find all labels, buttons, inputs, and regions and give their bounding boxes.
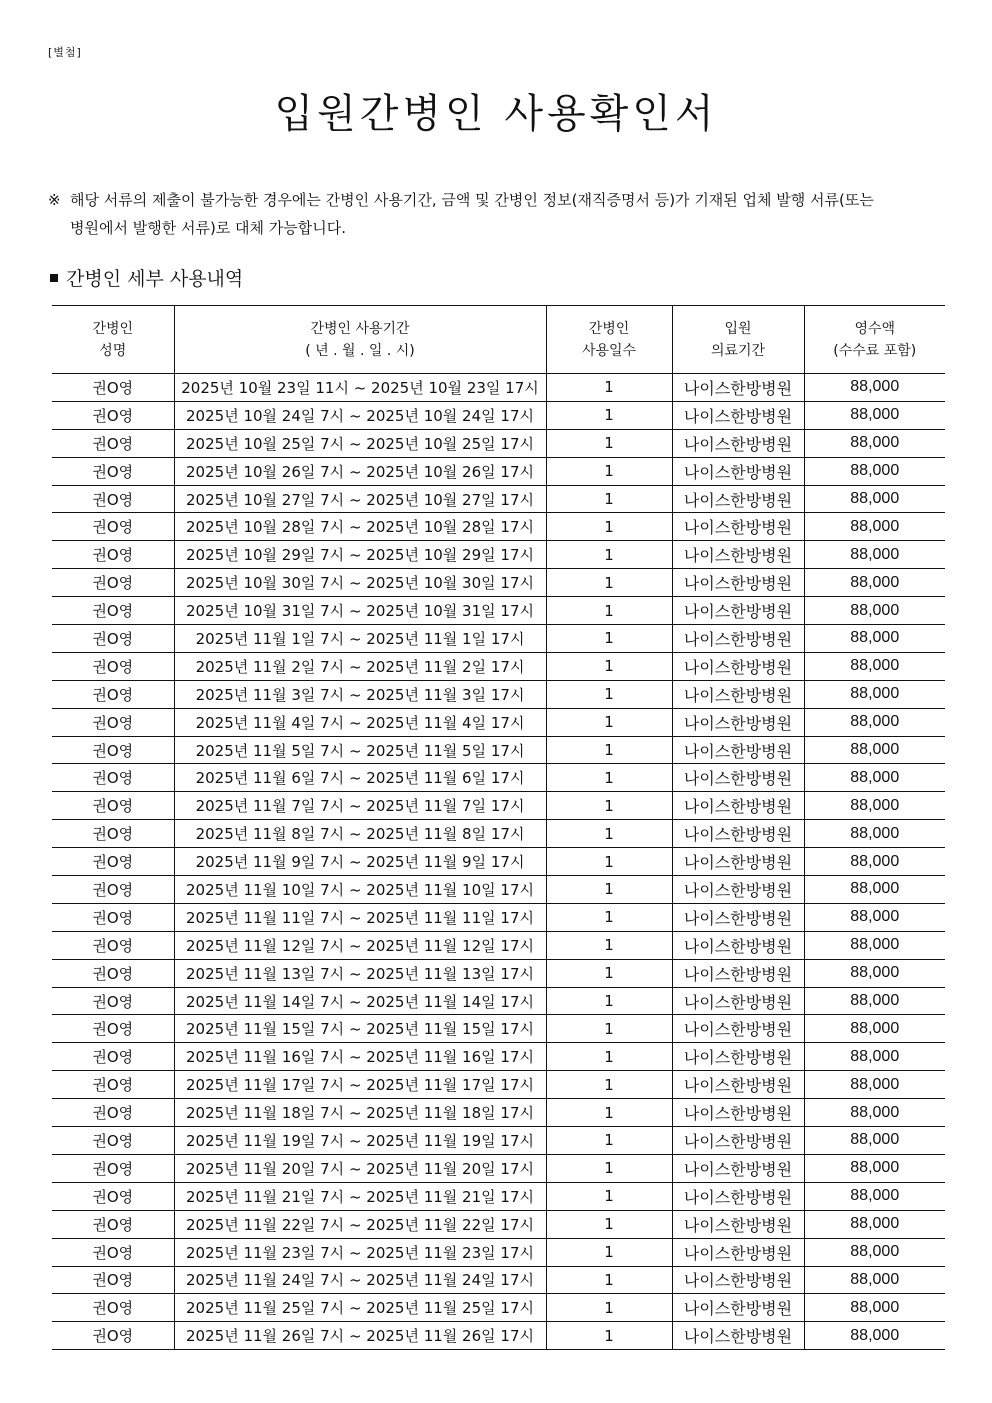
cell-caregiver-name: 권O영 [52,513,174,541]
cell-hospital: 나이스한방병원 [672,1015,804,1043]
cell-caregiver-name: 권O영 [52,1043,174,1071]
cell-usage-period: 2025년 11월 12일 7시 ~ 2025년 11월 12일 17시 [174,931,546,959]
cell-usage-period: 2025년 11월 2일 7시 ~ 2025년 11월 2일 17시 [174,652,546,680]
cell-usage-days: 1 [546,1266,672,1294]
table-header-row [52,306,945,374]
cell-usage-period: 2025년 11월 8일 7시 ~ 2025년 11월 8일 17시 [174,820,546,848]
cell-caregiver-name: 권O영 [52,876,174,904]
table-row [52,680,945,708]
table-row [52,1322,945,1350]
cell-hospital: 나이스한방병원 [672,708,804,736]
table-row [52,792,945,820]
cell-amount: 88,000 [804,708,945,736]
cell-usage-days: 1 [546,680,672,708]
cell-usage-days: 1 [546,1043,672,1071]
table-row [52,1238,945,1266]
cell-caregiver-name: 권O영 [52,374,174,402]
table-row [52,1210,945,1238]
cell-amount: 88,000 [804,1154,945,1182]
cell-hospital: 나이스한방병원 [672,1127,804,1155]
cell-amount: 88,000 [804,1043,945,1071]
cell-usage-days: 1 [546,1127,672,1155]
cell-caregiver-name: 권O영 [52,485,174,513]
cell-usage-period: 2025년 11월 4일 7시 ~ 2025년 11월 4일 17시 [174,708,546,736]
reference-mark: ※ [48,191,61,209]
header-hospital: 입원 의료기간 [672,306,804,374]
cell-amount: 88,000 [804,736,945,764]
attachment-label: [별첨] [48,46,82,59]
cell-hospital: 나이스한방병원 [672,876,804,904]
cell-usage-period: 2025년 11월 17일 7시 ~ 2025년 11월 17일 17시 [174,1071,546,1099]
cell-caregiver-name: 권O영 [52,792,174,820]
table-row [52,1154,945,1182]
table-row [52,903,945,931]
cell-usage-period: 2025년 10월 25일 7시 ~ 2025년 10월 25일 17시 [174,429,546,457]
cell-usage-days: 1 [546,959,672,987]
cell-amount: 88,000 [804,652,945,680]
cell-usage-days: 1 [546,374,672,402]
cell-usage-period: 2025년 11월 21일 7시 ~ 2025년 11월 21일 17시 [174,1182,546,1210]
cell-usage-days: 1 [546,1154,672,1182]
cell-amount: 88,000 [804,1266,945,1294]
cell-caregiver-name: 권O영 [52,1182,174,1210]
cell-usage-period: 2025년 11월 1일 7시 ~ 2025년 11월 1일 17시 [174,625,546,653]
cell-hospital: 나이스한방병원 [672,959,804,987]
cell-usage-days: 1 [546,597,672,625]
cell-caregiver-name: 권O영 [52,1015,174,1043]
cell-hospital: 나이스한방병원 [672,680,804,708]
cell-caregiver-name: 권O영 [52,1238,174,1266]
cell-usage-days: 1 [546,792,672,820]
cell-usage-days: 1 [546,569,672,597]
cell-usage-days: 1 [546,1294,672,1322]
cell-usage-days: 1 [546,1238,672,1266]
cell-usage-period: 2025년 11월 24일 7시 ~ 2025년 11월 24일 17시 [174,1266,546,1294]
cell-hospital: 나이스한방병원 [672,1238,804,1266]
cell-usage-period: 2025년 11월 15일 7시 ~ 2025년 11월 15일 17시 [174,1015,546,1043]
table-row [52,597,945,625]
cell-amount: 88,000 [804,429,945,457]
cell-usage-days: 1 [546,457,672,485]
cell-usage-days: 1 [546,736,672,764]
cell-usage-days: 1 [546,848,672,876]
cell-hospital: 나이스한방병원 [672,792,804,820]
notice-text-1: 해당 서류의 제출이 불가능한 경우에는 간병인 사용기간, 금액 및 간병인 정보(재직증명서 등)가 기재된 업체 발행 서류(또는 [70,191,874,209]
cell-hospital: 나이스한방병원 [672,1154,804,1182]
section-title: 간병인 세부 사용내역 [66,268,244,290]
cell-caregiver-name: 권O영 [52,569,174,597]
cell-caregiver-name: 권O영 [52,1154,174,1182]
notice-text-2: 병원에서 발행한 서류)로 대체 가능합니다. [70,219,347,237]
cell-usage-period: 2025년 10월 29일 7시 ~ 2025년 10월 29일 17시 [174,541,546,569]
table-row [52,931,945,959]
cell-usage-period: 2025년 11월 25일 7시 ~ 2025년 11월 25일 17시 [174,1294,546,1322]
cell-amount: 88,000 [804,876,945,904]
cell-usage-days: 1 [546,903,672,931]
cell-hospital: 나이스한방병원 [672,513,804,541]
table-row [52,959,945,987]
cell-usage-days: 1 [546,987,672,1015]
cell-usage-days: 1 [546,1071,672,1099]
table-row [52,401,945,429]
cell-usage-period: 2025년 11월 14일 7시 ~ 2025년 11월 14일 17시 [174,987,546,1015]
cell-hospital: 나이스한방병원 [672,597,804,625]
cell-usage-period: 2025년 10월 31일 7시 ~ 2025년 10월 31일 17시 [174,597,546,625]
cell-amount: 88,000 [804,1238,945,1266]
cell-amount: 88,000 [804,374,945,402]
table-row [52,652,945,680]
cell-hospital: 나이스한방병원 [672,569,804,597]
table-row [52,457,945,485]
cell-amount: 88,000 [804,485,945,513]
cell-caregiver-name: 권O영 [52,1099,174,1127]
cell-hospital: 나이스한방병원 [672,1182,804,1210]
table-row [52,485,945,513]
table-row [52,513,945,541]
cell-usage-days: 1 [546,485,672,513]
table-row [52,569,945,597]
cell-amount: 88,000 [804,457,945,485]
table-row [52,625,945,653]
cell-amount: 88,000 [804,1015,945,1043]
cell-hospital: 나이스한방병원 [672,1210,804,1238]
cell-amount: 88,000 [804,987,945,1015]
cell-hospital: 나이스한방병원 [672,541,804,569]
cell-caregiver-name: 권O영 [52,820,174,848]
cell-hospital: 나이스한방병원 [672,457,804,485]
cell-caregiver-name: 권O영 [52,652,174,680]
cell-usage-period: 2025년 11월 22일 7시 ~ 2025년 11월 22일 17시 [174,1210,546,1238]
table-row [52,1015,945,1043]
cell-amount: 88,000 [804,1294,945,1322]
cell-usage-days: 1 [546,513,672,541]
cell-usage-period: 2025년 10월 30일 7시 ~ 2025년 10월 30일 17시 [174,569,546,597]
cell-amount: 88,000 [804,513,945,541]
header-amount: 영수액 (수수료 포함) [804,306,945,374]
cell-usage-period: 2025년 10월 23일 11시 ~ 2025년 10월 23일 17시 [174,374,546,402]
usage-table [52,305,945,1350]
cell-hospital: 나이스한방병원 [672,625,804,653]
cell-amount: 88,000 [804,792,945,820]
cell-usage-period: 2025년 10월 28일 7시 ~ 2025년 10월 28일 17시 [174,513,546,541]
cell-amount: 88,000 [804,820,945,848]
cell-usage-period: 2025년 11월 13일 7시 ~ 2025년 11월 13일 17시 [174,959,546,987]
cell-hospital: 나이스한방병원 [672,1266,804,1294]
cell-amount: 88,000 [804,541,945,569]
cell-caregiver-name: 권O영 [52,1071,174,1099]
document-title: 입원간병인 사용확인서 [274,91,718,137]
cell-usage-days: 1 [546,708,672,736]
cell-usage-period: 2025년 11월 16일 7시 ~ 2025년 11월 16일 17시 [174,1043,546,1071]
header-period: 간병인 사용기간 ( 년 . 월 . 일 . 시) [174,306,546,374]
table-row [52,1043,945,1071]
cell-caregiver-name: 권O영 [52,1266,174,1294]
cell-caregiver-name: 권O영 [52,597,174,625]
cell-usage-period: 2025년 11월 18일 7시 ~ 2025년 11월 18일 17시 [174,1099,546,1127]
table-row [52,764,945,792]
cell-usage-days: 1 [546,1015,672,1043]
cell-caregiver-name: 권O영 [52,401,174,429]
cell-usage-period: 2025년 11월 20일 7시 ~ 2025년 11월 20일 17시 [174,1154,546,1182]
cell-hospital: 나이스한방병원 [672,1294,804,1322]
notice-line-1 [48,186,948,214]
table-row [52,876,945,904]
cell-usage-days: 1 [546,931,672,959]
table-row [52,1182,945,1210]
cell-usage-days: 1 [546,652,672,680]
cell-usage-days: 1 [546,1322,672,1350]
cell-usage-period: 2025년 10월 27일 7시 ~ 2025년 10월 27일 17시 [174,485,546,513]
cell-hospital: 나이스한방병원 [672,485,804,513]
cell-caregiver-name: 권O영 [52,848,174,876]
table-row [52,708,945,736]
cell-usage-days: 1 [546,876,672,904]
table-row [52,820,945,848]
table-row [52,374,945,402]
table-row [52,1071,945,1099]
cell-amount: 88,000 [804,1127,945,1155]
cell-caregiver-name: 권O영 [52,1127,174,1155]
cell-usage-period: 2025년 11월 3일 7시 ~ 2025년 11월 3일 17시 [174,680,546,708]
cell-caregiver-name: 권O영 [52,625,174,653]
cell-usage-period: 2025년 11월 6일 7시 ~ 2025년 11월 6일 17시 [174,764,546,792]
cell-usage-period: 2025년 11월 9일 7시 ~ 2025년 11월 9일 17시 [174,848,546,876]
cell-caregiver-name: 권O영 [52,987,174,1015]
table-row [52,429,945,457]
cell-usage-days: 1 [546,820,672,848]
cell-caregiver-name: 권O영 [52,708,174,736]
cell-hospital: 나이스한방병원 [672,848,804,876]
table-row [52,987,945,1015]
section-heading [50,264,243,291]
notice [48,186,948,242]
cell-usage-period: 2025년 11월 11일 7시 ~ 2025년 11월 11일 17시 [174,903,546,931]
cell-usage-days: 1 [546,401,672,429]
cell-amount: 88,000 [804,597,945,625]
cell-amount: 88,000 [804,848,945,876]
cell-caregiver-name: 권O영 [52,1210,174,1238]
cell-caregiver-name: 권O영 [52,1294,174,1322]
cell-amount: 88,000 [804,1322,945,1350]
cell-caregiver-name: 권O영 [52,680,174,708]
cell-hospital: 나이스한방병원 [672,401,804,429]
cell-hospital: 나이스한방병원 [672,1322,804,1350]
cell-caregiver-name: 권O영 [52,959,174,987]
cell-hospital: 나이스한방병원 [672,429,804,457]
cell-hospital: 나이스한방병원 [672,736,804,764]
cell-amount: 88,000 [804,1210,945,1238]
cell-amount: 88,000 [804,680,945,708]
table-row [52,541,945,569]
cell-usage-period: 2025년 11월 5일 7시 ~ 2025년 11월 5일 17시 [174,736,546,764]
cell-hospital: 나이스한방병원 [672,764,804,792]
cell-usage-days: 1 [546,764,672,792]
cell-amount: 88,000 [804,764,945,792]
cell-usage-days: 1 [546,1182,672,1210]
cell-caregiver-name: 권O영 [52,457,174,485]
table-row [52,1127,945,1155]
cell-usage-period: 2025년 10월 24일 7시 ~ 2025년 10월 24일 17시 [174,401,546,429]
cell-usage-days: 1 [546,429,672,457]
cell-amount: 88,000 [804,931,945,959]
table-row [52,848,945,876]
cell-caregiver-name: 권O영 [52,429,174,457]
cell-amount: 88,000 [804,401,945,429]
cell-caregiver-name: 권O영 [52,1322,174,1350]
cell-hospital: 나이스한방병원 [672,820,804,848]
cell-usage-period: 2025년 11월 19일 7시 ~ 2025년 11월 19일 17시 [174,1127,546,1155]
cell-usage-period: 2025년 10월 26일 7시 ~ 2025년 10월 26일 17시 [174,457,546,485]
cell-usage-period: 2025년 11월 10일 7시 ~ 2025년 11월 10일 17시 [174,876,546,904]
cell-amount: 88,000 [804,569,945,597]
table-row [52,1099,945,1127]
table-row [52,1266,945,1294]
table-row [52,1294,945,1322]
cell-hospital: 나이스한방병원 [672,931,804,959]
cell-caregiver-name: 권O영 [52,764,174,792]
cell-amount: 88,000 [804,959,945,987]
cell-caregiver-name: 권O영 [52,541,174,569]
cell-amount: 88,000 [804,1182,945,1210]
cell-hospital: 나이스한방병원 [672,903,804,931]
cell-hospital: 나이스한방병원 [672,1071,804,1099]
cell-amount: 88,000 [804,1071,945,1099]
cell-hospital: 나이스한방병원 [672,1099,804,1127]
square-bullet-icon [50,274,58,282]
header-days: 간병인 사용일수 [546,306,672,374]
cell-hospital: 나이스한방병원 [672,652,804,680]
cell-hospital: 나이스한방병원 [672,987,804,1015]
cell-usage-days: 1 [546,1210,672,1238]
cell-usage-period: 2025년 11월 7일 7시 ~ 2025년 11월 7일 17시 [174,792,546,820]
cell-amount: 88,000 [804,1099,945,1127]
cell-usage-period: 2025년 11월 26일 7시 ~ 2025년 11월 26일 17시 [174,1322,546,1350]
table-row [52,736,945,764]
cell-hospital: 나이스한방병원 [672,374,804,402]
cell-amount: 88,000 [804,625,945,653]
cell-hospital: 나이스한방병원 [672,1043,804,1071]
cell-usage-period: 2025년 11월 23일 7시 ~ 2025년 11월 23일 17시 [174,1238,546,1266]
cell-caregiver-name: 권O영 [52,903,174,931]
cell-usage-days: 1 [546,541,672,569]
cell-amount: 88,000 [804,903,945,931]
cell-caregiver-name: 권O영 [52,736,174,764]
cell-usage-days: 1 [546,625,672,653]
header-name: 간병인 성명 [52,306,174,374]
cell-usage-days: 1 [546,1099,672,1127]
cell-caregiver-name: 권O영 [52,931,174,959]
